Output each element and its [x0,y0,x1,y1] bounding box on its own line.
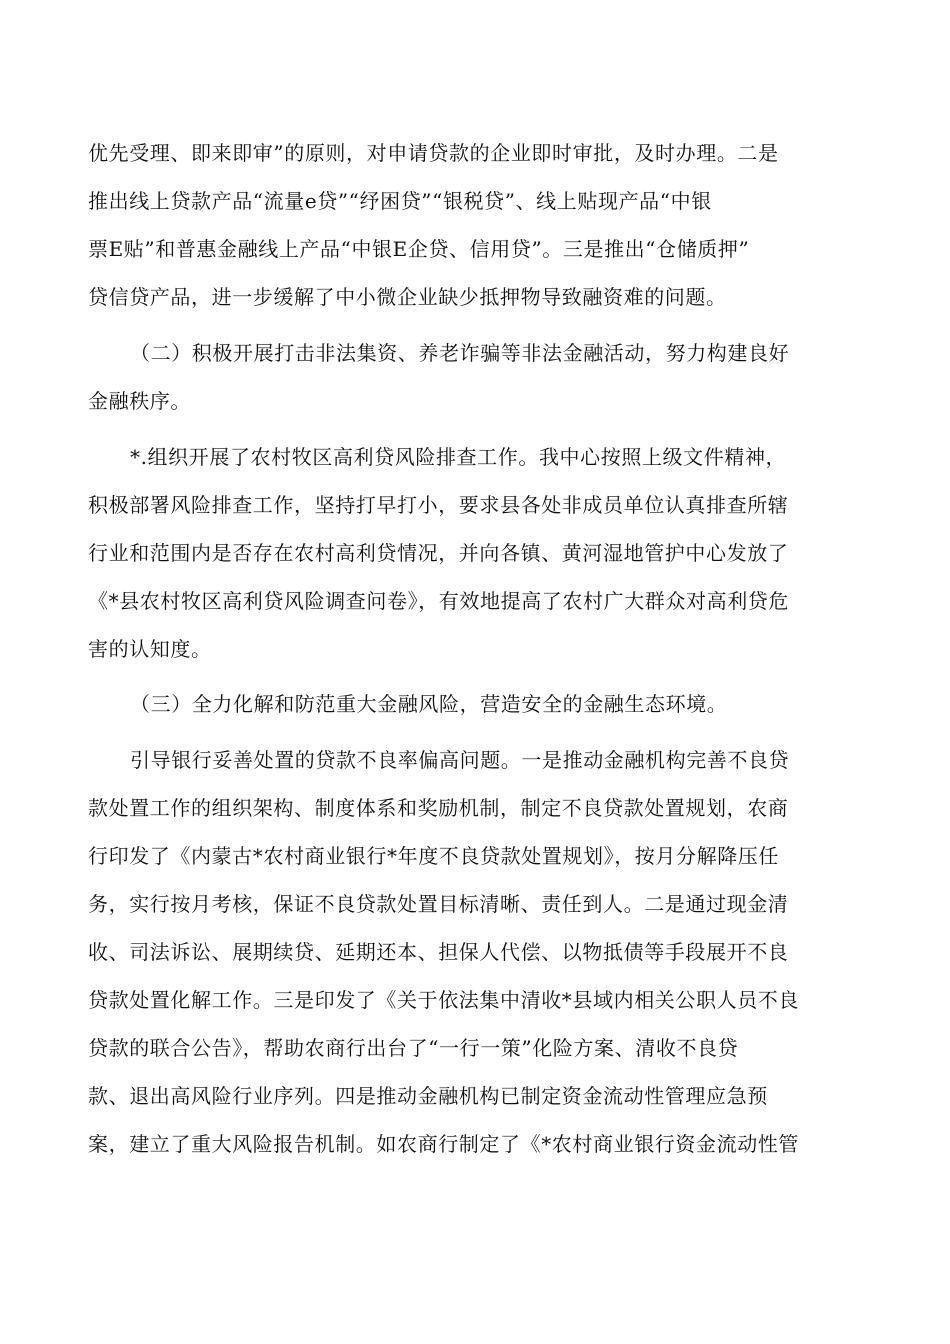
body-line: 优先受理、即来即审”的原则，对申请贷款的企业即时审批，及时办理。二是 [88,141,779,165]
body-line: 推出线上贷款产品“流量e贷”“纾困贷”“银税贷”、线上贴现产品“中银 [88,189,712,213]
body-line: 引导银行妥善处置的贷款不良率偏高问题。一是推动金融机构完善不良贷 [130,748,790,772]
body-line: 票E贴”和普惠金融线上产品“中银E企贷、信用贷”。三是推出“仓储质押” [88,237,750,261]
section-heading-2-cont: 金融秩序。 [88,389,191,413]
body-line: 款、退出高风险行业序列。四是推动金融机构已制定资金流动性管理应急预 [88,1084,768,1108]
body-line: 款处置工作的组织架构、制度体系和奖励机制，制定不良贷款处置规划，农商 [88,796,789,820]
body-line: 务，实行按月考核，保证不良贷款处置目标清晰、责任到人。二是通过现金清 [88,892,789,916]
section-heading-3: （三）全力化解和防范重大金融风险，营造安全的金融生态环境。 [130,692,728,716]
body-line: *.组织开展了农村牧区高利贷风险排查工作。我中心按照上级文件精神， [130,445,787,469]
section-heading-2: （二）积极开展打击非法集资、养老诈骗等非法金融活动，努力构建良好 [130,341,790,365]
body-line: 贷款的联合公告》，帮助农商行出台了“一行一策”化险方案、清收不良贷 [88,1036,739,1060]
body-line: 案，建立了重大风险报告机制。如农商行制定了《*农村商业银行资金流动性管 [88,1132,799,1156]
body-line: 积极部署风险排查工作，坚持打早打小，要求县各处非成员单位认真排查所辖 [88,493,789,517]
body-line: 行业和范围内是否存在农村高利贷情况，并向各镇、黄河湿地管护中心发放了 [88,541,789,565]
body-line: 收、司法诉讼、展期续贷、延期还本、担保人代偿、以物抵债等手段展开不良 [88,940,789,964]
body-line: 《*县农村牧区高利贷风险调查问卷》，有效地提高了农村广大群众对高利贷危 [88,589,789,613]
body-line: 害的认知度。 [88,637,212,661]
body-line: 贷款处置化解工作。三是印发了《关于依法集中清收*县域内相关公职人员不良 [88,988,799,1012]
body-line: 行印发了《内蒙古*农村商业银行*年度不良贷款处置规划》，按月分解降压任 [88,844,779,868]
body-line: 贷信贷产品，进一步缓解了中小微企业缺少抵押物导致融资难的问题。 [88,285,727,309]
